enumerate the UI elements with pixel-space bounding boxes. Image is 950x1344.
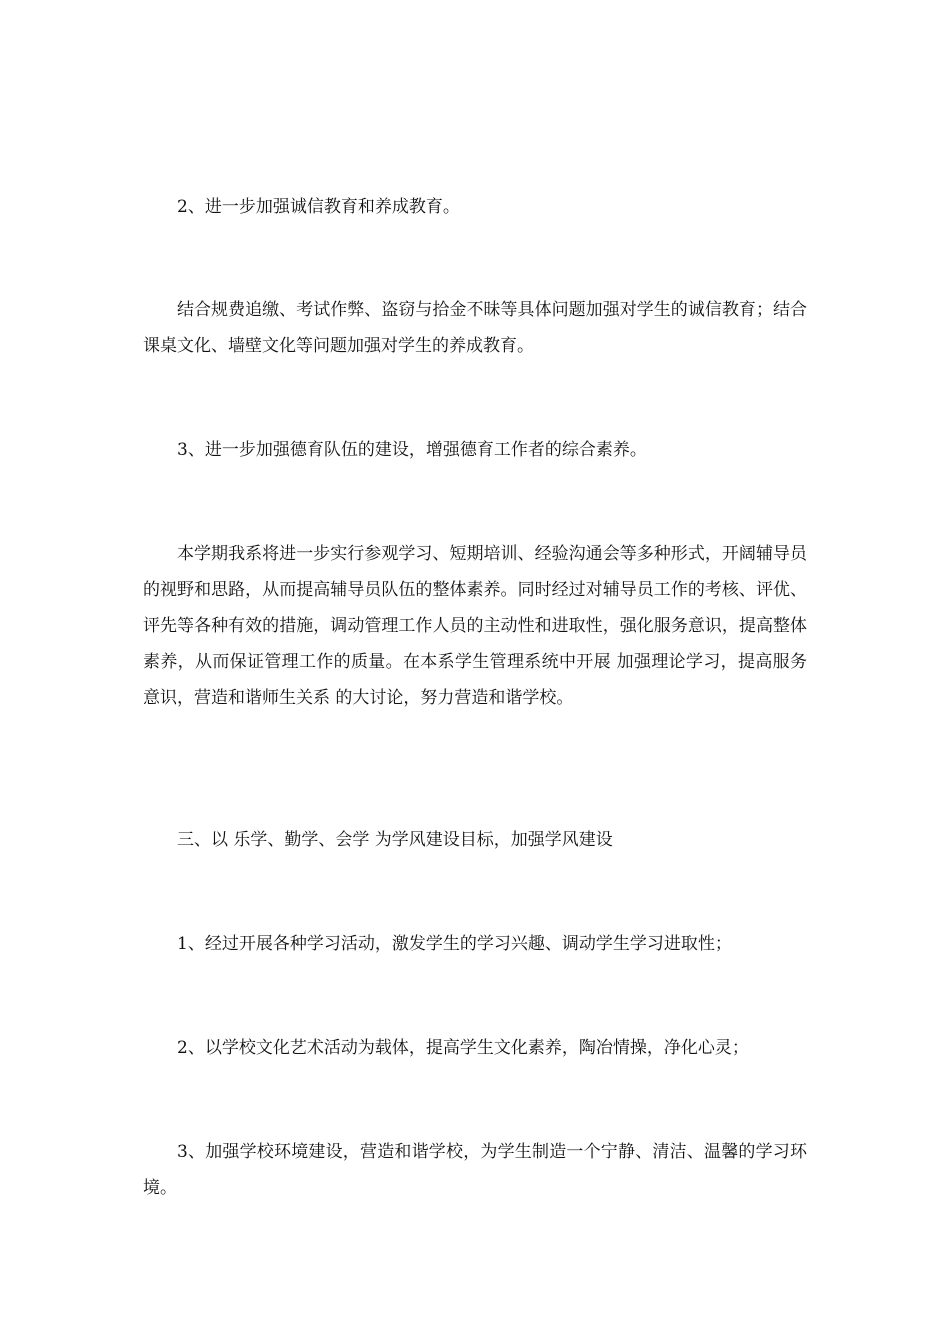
paragraph-integrity-body: 结合规费追缴、考试作弊、盗窃与拾金不昧等具体问题加强对学生的诚信教育；结合课桌文化、墙壁文化等问题加强对学生的养成教育。 [143, 300, 807, 356]
paragraph-study-activities: 1、经过开展各种学习活动，激发学生的学习兴趣、调动学生学习进取性； [177, 934, 732, 954]
paragraph-culture-activities: 2、以学校文化艺术活动为载体，提高学生文化素养，陶冶情操，净化心灵； [177, 1038, 749, 1058]
section-heading-study-style: 三、以 乐学、勤学、会学 为学风建设目标，加强学风建设 [177, 830, 613, 850]
paragraph-campus-environment: 3、加强学校环境建设，营造和谐学校，为学生制造一个宁静、清洁、温馨的学习环境。 [143, 1142, 807, 1198]
paragraph-moral-team-body: 本学期我系将进一步实行参观学习、短期培训、经验沟通会等多种形式，开阔辅导员的视野和思路，从而提高辅导员队伍的整体素养。同时经过对辅导员工作的考核、评优、评先等各种有效的措施，调动管理工作人员的主动性和进取性，强化服务意识，提高整体素养，从而保证管理工作的质量。在本系学生管理系统中开展 加强理论学习，提高服务意识，营造和谐师生关系 的大讨论，努力营造和谐学校。 [143, 544, 807, 708]
paragraph-integrity-heading: 2、进一步加强诚信教育和养成教育。 [177, 197, 460, 217]
paragraph-moral-team-heading: 3、进一步加强德育队伍的建设，增强德育工作者的综合素养。 [177, 440, 647, 460]
